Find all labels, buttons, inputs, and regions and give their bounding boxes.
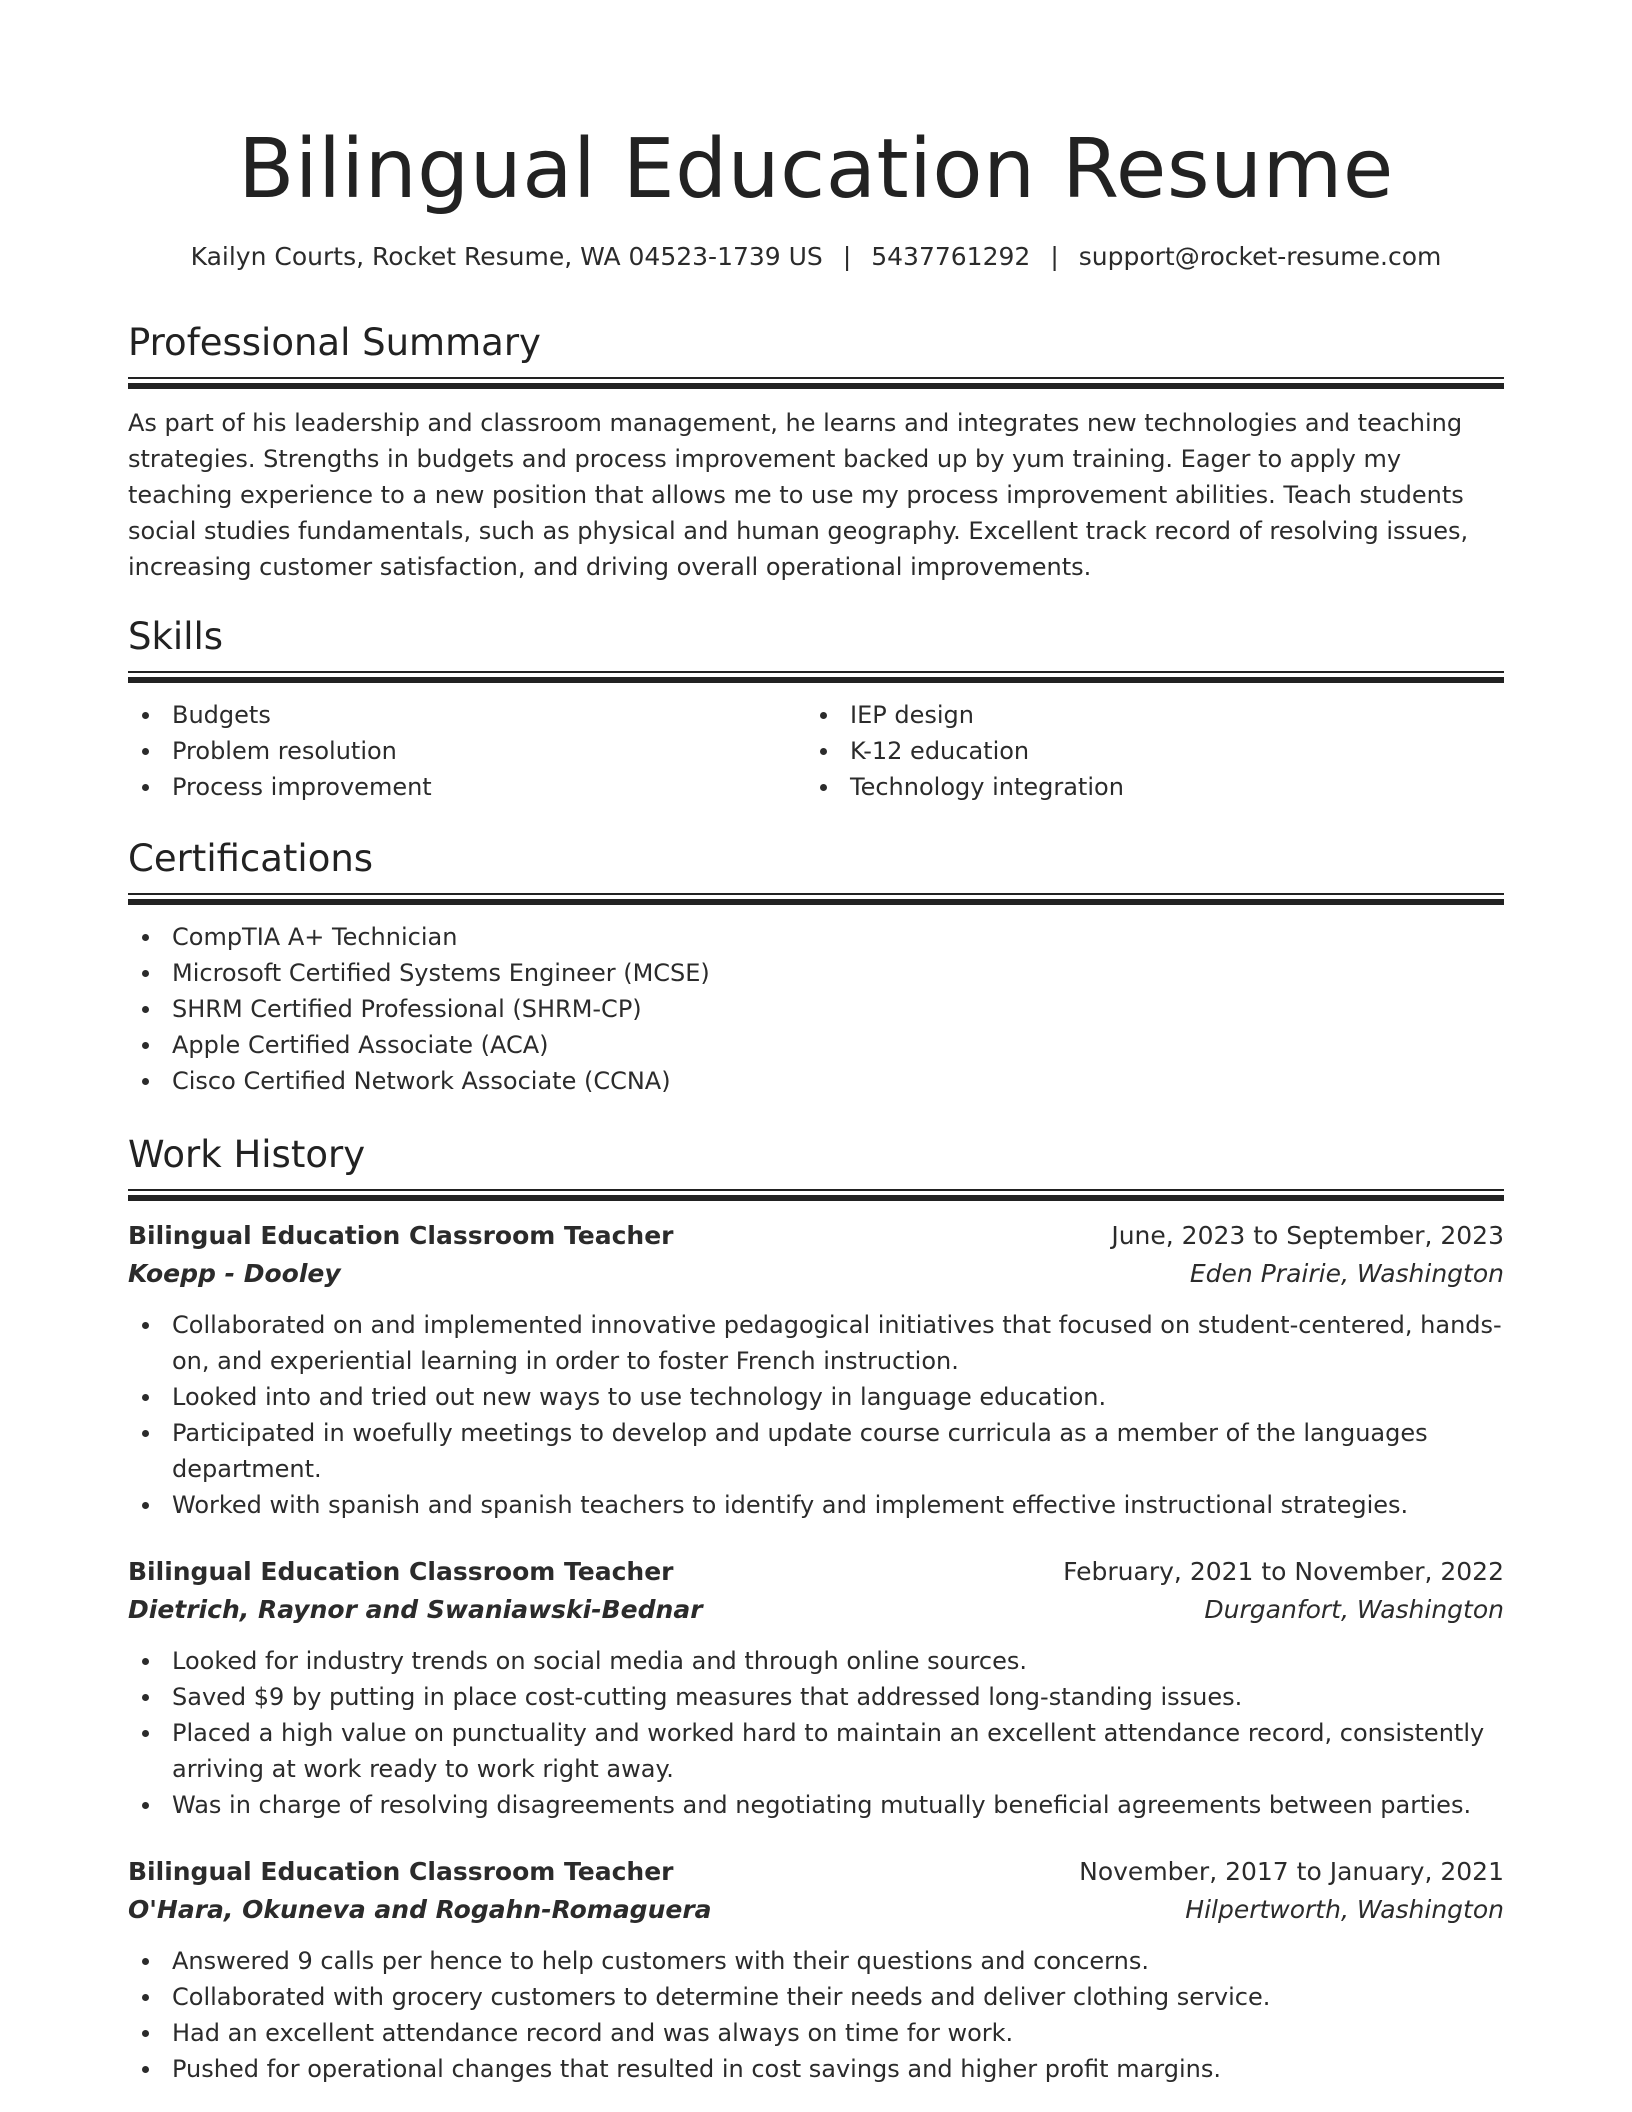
work-history-section: [128, 1130, 1504, 2087]
certification-item: Microsoft Certified Systems Engineer (MCSE): [128, 955, 1504, 991]
job-location: Hilpertworth, Washington: [1185, 1895, 1504, 1924]
job-duty: Saved $9 by putting in place cost-cutting measures that addressed long-standing issues.: [128, 1679, 1504, 1715]
job-duties: [128, 1307, 1504, 1523]
job-title: Bilingual Education Classroom Teacher: [128, 1857, 674, 1886]
certifications-heading: Certifications: [128, 837, 374, 880]
job-duty: Collaborated on and implemented innovative pedagogical initiatives that focused on student-centered, hands-on, and experiential learning in order to foster French instruction.: [128, 1307, 1504, 1379]
job-dates: February, 2021 to November, 2022: [1063, 1557, 1504, 1586]
summary-text: As part of his leadership and classroom management, he learns and integrates new technologies and teaching strategies. Strengths in budgets and process improvement backed up by yum training. Eager to apply my teaching experience to a new position that allows me to use my process improvement abilities. Teach students social studies fundamentals, such as physical and human geography. Excellent track record of resolving issues, increasing customer satisfaction, and driving overall operational improvements.: [128, 409, 1469, 581]
skills-section: [128, 612, 1504, 805]
job-duty: Answered 9 calls per hence to help customers with their questions and concerns.: [128, 1943, 1504, 1979]
skill-item: Technology integration: [806, 769, 1484, 805]
job-header: [128, 1553, 1504, 1591]
job-company: Dietrich, Raynor and Swaniawski-Bednar: [128, 1595, 703, 1624]
job-duties: [128, 1643, 1504, 1823]
job-duty: Placed a high value on punctuality and worked hard to maintain an excellent attendance record, consistently arriving at work ready to work right away.: [128, 1715, 1504, 1787]
job-duty: Was in charge of resolving disagreements and negotiating mutually beneficial agreements between parties.: [128, 1787, 1504, 1823]
skills-columns: [128, 683, 1504, 805]
certification-item: CompTIA A+ Technician: [128, 919, 1504, 955]
contact-phone: 5437761292: [871, 242, 1031, 271]
section-divider: [128, 377, 1504, 389]
section-divider: [128, 1189, 1504, 1201]
skill-item: Process improvement: [128, 769, 806, 805]
skill-item: Budgets: [128, 697, 806, 733]
skill-item: Problem resolution: [128, 733, 806, 769]
summary-heading: Professional Summary: [128, 321, 541, 364]
certification-item: Apple Certified Associate (ACA): [128, 1027, 1504, 1063]
contact-line: [128, 238, 1504, 276]
job-entry: [128, 1853, 1504, 2087]
skills-heading: Skills: [128, 615, 224, 658]
contact-separator: |: [842, 242, 852, 271]
skill-item: K-12 education: [806, 733, 1484, 769]
job-subheader: [128, 1591, 1504, 1629]
job-dates: June, 2023 to September, 2023: [1111, 1221, 1504, 1250]
job-company: Koepp - Dooley: [128, 1259, 341, 1288]
work-history-heading: Work History: [128, 1133, 366, 1176]
job-location: Eden Prairie, Washington: [1189, 1259, 1504, 1288]
skills-list-right: [806, 697, 1484, 805]
skill-item: IEP design: [806, 697, 1484, 733]
job-duty: Worked with spanish and spanish teachers to identify and implement effective instructional strategies.: [128, 1487, 1504, 1523]
certification-item: Cisco Certified Network Associate (CCNA): [128, 1063, 1504, 1099]
contact-separator: |: [1050, 242, 1059, 271]
job-duties: [128, 1943, 1504, 2087]
job-subheader: [128, 1255, 1504, 1293]
job-duty: Participated in woefully meetings to develop and update course curricula as a member of the languages department.: [128, 1415, 1504, 1487]
section-divider: [128, 893, 1504, 905]
job-duty: Looked for industry trends on social media and through online sources.: [128, 1643, 1504, 1679]
job-entry: [128, 1217, 1504, 1523]
job-duty: Collaborated with grocery customers to determine their needs and deliver clothing service.: [128, 1979, 1504, 2015]
job-title: Bilingual Education Classroom Teacher: [128, 1557, 674, 1586]
certification-item: SHRM Certified Professional (SHRM-CP): [128, 991, 1504, 1027]
contact-email: support@rocket-resume.com: [1078, 242, 1442, 271]
job-header: [128, 1217, 1504, 1255]
skills-list-left: [128, 697, 806, 805]
job-entry: [128, 1553, 1504, 1823]
job-duty: Had an excellent attendance record and was always on time for work.: [128, 2015, 1504, 2051]
resume-title: Bilingual Education Resume: [238, 122, 1394, 217]
job-company: O'Hara, Okuneva and Rogahn-Romaguera: [128, 1895, 712, 1924]
contact-address: Kailyn Courts, Rocket Resume, WA 04523-1739 US: [190, 242, 823, 271]
job-location: Durganfort, Washington: [1204, 1595, 1504, 1624]
certifications-section: [128, 834, 1504, 1099]
job-header: [128, 1853, 1504, 1891]
job-subheader: [128, 1891, 1504, 1929]
job-duty: Pushed for operational changes that resulted in cost savings and higher profit margins.: [128, 2051, 1504, 2087]
summary-section: [128, 318, 1504, 585]
certifications-list: [128, 919, 1504, 1099]
job-dates: November, 2017 to January, 2021: [1079, 1857, 1504, 1886]
section-divider: [128, 671, 1504, 683]
job-title: Bilingual Education Classroom Teacher: [128, 1221, 674, 1250]
job-duty: Looked into and tried out new ways to use technology in language education.: [128, 1379, 1504, 1415]
